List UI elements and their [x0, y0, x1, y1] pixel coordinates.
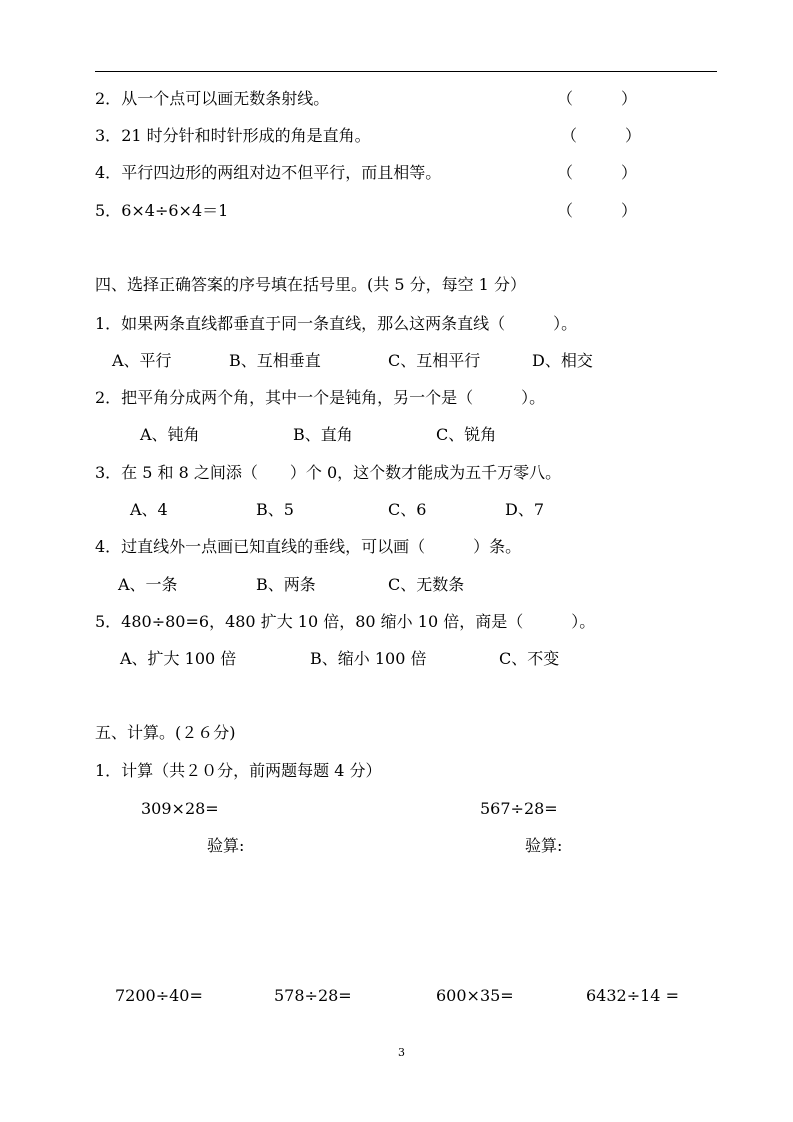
judge-item-number: 5． — [95, 201, 122, 220]
choice-option[interactable]: C、互相平行 — [388, 351, 481, 370]
choice-option[interactable]: B、两条 — [256, 575, 316, 594]
page-number: 3 — [398, 1046, 405, 1059]
choice-option[interactable]: B、互相垂直 — [229, 351, 321, 370]
header-rule — [95, 71, 717, 72]
choice-question-3: 3．在 5 和 8 之间添（ ）个 0，这个数才能成为五千万零八。 — [95, 463, 562, 482]
section-heading-choice: 四、选择正确答案的序号填在括号里。(共 5 分，每空 1 分） — [95, 275, 526, 294]
choice-option[interactable]: B、5 — [256, 500, 294, 519]
choice-option[interactable]: A、平行 — [112, 351, 172, 370]
answer-paren[interactable]: （ ） — [557, 163, 638, 182]
choice-question-5: 5．480÷80=6，480 扩大 10 倍，80 缩小 10 倍，商是（ ）。 — [95, 612, 596, 631]
answer-paren[interactable]: （ ） — [557, 201, 638, 220]
judge-item-text: 从一个点可以画无数条射线。 — [121, 89, 330, 108]
choice-option[interactable]: C、不变 — [499, 649, 560, 668]
calc-problem: 578÷28= — [274, 986, 352, 1005]
judge-item-text: 平行四边形的两组对边不但平行，而且相等。 — [121, 163, 442, 182]
choice-option[interactable]: D、7 — [505, 500, 545, 519]
judge-item-number: 3． — [95, 126, 122, 145]
calc-problem: 600×35= — [436, 986, 514, 1005]
judge-item-5 — [95, 201, 228, 221]
choice-option[interactable]: D、相交 — [532, 351, 593, 370]
choice-option[interactable]: A、4 — [130, 500, 168, 519]
judge-item-3 — [95, 126, 371, 146]
judge-item-text: 21 时分针和时针形成的角是直角。 — [121, 126, 371, 145]
check-label: 验算: — [207, 836, 245, 855]
calc-problem: 309×28= — [141, 799, 219, 818]
choice-question-4: 4．过直线外一点画已知直线的垂线，可以画（ ）条。 — [95, 537, 522, 556]
calc-problem: 6432÷14 = — [586, 986, 679, 1005]
judge-item-number: 4． — [95, 163, 122, 182]
choice-question-1: 1．如果两条直线都垂直于同一条直线，那么这两条直线（ ）。 — [95, 314, 578, 333]
choice-option[interactable]: C、无数条 — [388, 575, 465, 594]
choice-option[interactable]: A、钝角 — [140, 425, 200, 444]
calc-problem: 7200÷40= — [115, 986, 203, 1005]
section-heading-calc: 五、计算。(２６分) — [95, 723, 236, 742]
judge-item-number: 2． — [95, 89, 122, 108]
judge-item-text: 6×4÷6×4＝1 — [121, 201, 229, 220]
choice-question-2: 2．把平角分成两个角，其中一个是钝角，另一个是（ ）。 — [95, 388, 546, 407]
choice-option[interactable]: A、一条 — [118, 575, 178, 594]
choice-option[interactable]: B、直角 — [293, 425, 353, 444]
answer-paren[interactable]: （ ） — [557, 89, 638, 108]
choice-option[interactable]: B、缩小 100 倍 — [310, 649, 427, 668]
choice-option[interactable]: C、6 — [388, 500, 427, 519]
calc-sub-heading: 1．计算（共２０分，前两题每题 4 分） — [95, 761, 382, 780]
check-label: 验算: — [525, 836, 563, 855]
choice-option[interactable]: C、锐角 — [436, 425, 497, 444]
choice-option[interactable]: A、扩大 100 倍 — [120, 649, 237, 668]
judge-item-2 — [95, 89, 329, 109]
answer-paren[interactable]: （ ） — [561, 126, 642, 145]
calc-problem: 567÷28= — [480, 799, 558, 818]
judge-item-4 — [95, 163, 441, 183]
